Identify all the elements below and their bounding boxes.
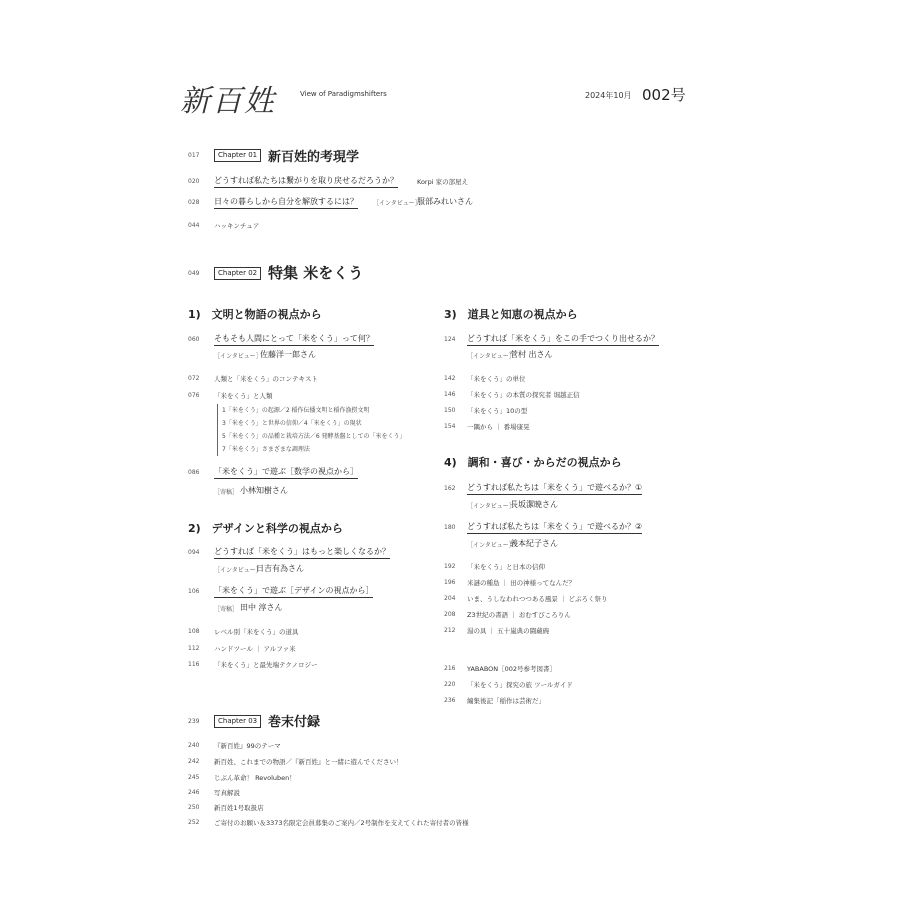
toc-entry[interactable]: 「米をくう」探究の旅 ツールガイド [467,681,573,689]
toc-entry-sub: Korpi 家の部屋え [417,178,469,186]
chapter-title: 新百姓的考現学 [268,150,360,165]
page-number: 245 [188,774,200,781]
issue-number: 002号 [642,86,686,104]
logo-subtitle: View of Paradigmshifters [300,90,387,98]
toc-entry-sub: 佐藤洋一郎さん [260,350,316,359]
page-number: 196 [444,579,456,586]
toc-tag: ［インタビュー］ [467,542,515,549]
subitem-bar [217,404,218,456]
page-number: 212 [444,627,456,634]
toc-entry[interactable]: ハッキンチュア [214,222,260,230]
toc-tag: ［寄稿］ [214,606,239,613]
page-number: 108 [188,628,200,635]
toc-entry[interactable]: 「米をくう」10の型 [467,407,528,415]
toc-entry[interactable]: Z3世紀の書語 ｜ おむすびころりん [467,611,571,619]
toc-entry[interactable]: 写真解説 [214,789,240,797]
toc-entry[interactable]: 編集後記「稲作は芸術だ」 [467,697,545,705]
page-number: 246 [188,789,200,796]
toc-entry[interactable]: じぶん革命！ Revoluben！ [214,774,296,782]
page-number: 162 [444,485,456,492]
toc-entry[interactable]: 「米をくう」の本質の探究者 堀越正信 [467,391,580,399]
page-number: 076 [188,392,200,399]
page-number: 060 [188,336,200,343]
toc-entry[interactable]: ハンドツール ｜ アルファ米 [214,645,296,653]
page-number: 242 [188,758,200,765]
toc-entry[interactable]: レベル別「米をくう」の道具 [214,628,299,636]
page-number: 220 [444,681,456,688]
section-title: 2) デザインと科学の視点から [188,522,343,535]
toc-entry[interactable]: 「米をくう」と最先端テクノロジー [214,661,318,669]
toc-entry-sub: 長坂潔暁さん [510,500,558,509]
toc-tag: ［インタビュー］ [373,200,421,207]
page-number: 094 [188,549,200,556]
section-title: 4) 調和・喜び・からだの視点から [444,456,622,469]
toc-entry[interactable]: どうすれば私たちは「米をくう」で遊べるか？① [467,482,642,495]
page-number: 086 [188,469,200,476]
toc-entry[interactable]: 『新百姓』99のテーマ [214,742,281,750]
toc-entry[interactable]: どうすれば「米をくう」はもっと楽しくなるか？ [214,546,390,559]
section-title: 3) 道具と知恵の視点から [444,308,578,321]
toc-entry-sub: 小林知樹さん [240,486,288,495]
page-number: 112 [188,645,200,652]
page-number: 044 [188,222,200,229]
toc-entry[interactable]: いま、うしなわれつつある風景 ｜ どぶろく祭り [467,595,608,603]
page-number: 146 [444,391,456,398]
page-number: 236 [444,697,456,704]
toc-entry[interactable]: 一隅から ｜ 番場康晃 [467,423,530,431]
toc-tag: ［インタビュー］ [467,353,515,360]
section-title: 1) 文明と物語の視点から [188,308,322,321]
toc-entry[interactable]: 「米をくう」と日本の信仰 [467,563,545,571]
toc-entry[interactable]: 日々の暮らしから自分を解放するには？ [214,196,358,209]
toc-subitem: 5「米をくう」の品種と栽培方法／6 発酵基盤としての「米をくう」 [222,433,406,440]
page-number: 154 [444,423,456,430]
toc-entry[interactable]: 湯の具 ｜ 五十嵐典の闘蔵碗 [467,627,550,635]
toc-entry[interactable]: どうすれば私たちは「米をくう」で遊べるか？② [467,521,642,534]
chapter-label: Chapter 03 [214,715,261,728]
page-number: 180 [444,524,456,531]
toc-entry[interactable]: YABABON［002号参考図書］ [467,665,557,673]
toc-entry[interactable]: 新百姓1号取扱店 [214,804,264,812]
page-number: 252 [188,819,200,826]
page-number: 116 [188,661,200,668]
toc-subitem: 3「米をくう」と世界の信仰／4「米をくう」の現状 [222,420,362,427]
page-number: 142 [444,375,456,382]
page-number: 208 [444,611,456,618]
page-number: 028 [188,199,200,206]
chapter-title: 特集 米をくう [268,264,364,282]
chapter-label: Chapter 02 [214,267,261,280]
toc-tag: ［寄稿］ [214,489,239,496]
toc-entry[interactable]: どうすれば私たちは繋がりを取り戻せるだろうか？ [214,175,398,188]
page-number: 049 [188,270,200,277]
magazine-logo: 新百姓 [180,84,276,119]
toc-entry[interactable]: 「米をくう」で遊ぶ［デザインの視点から］ [214,585,373,598]
page-number: 239 [188,718,200,725]
toc-tag: ［インタビュー］ [214,353,262,360]
toc-entry-sub: 田中 淳さん [240,603,283,612]
toc-tag: ［インタビュー］ [467,503,515,510]
toc-entry-sub: 日吉有為さん [256,564,304,573]
page-number: 072 [188,375,200,382]
toc-tag: ［インタビュー］ [214,567,262,574]
toc-entry-sub: 服部みれいさん [417,197,473,206]
toc-entry[interactable]: 「米をくう」で遊ぶ［数学の視点から］ [214,466,358,479]
issue-date: 2024年10月 [585,91,632,100]
page-number: 017 [188,152,200,159]
toc-entry[interactable]: どうすれば「米をくう」をこの手でつくり出せるか？ [467,333,659,346]
chapter-title: 巻末付録 [268,715,321,730]
page-number: 020 [188,178,200,185]
page-number: 250 [188,804,200,811]
page-number: 204 [444,595,456,602]
chapter-label: Chapter 01 [214,149,261,162]
page-number: 124 [444,336,456,343]
toc-subitem: 7「米をくう」さまざまな調理法 [222,446,310,453]
page-number: 192 [444,563,456,570]
toc-entry[interactable]: 人類と「米をくう」のコンテキスト [214,375,318,383]
toc-entry-sub: 義本紀子さん [510,539,558,548]
toc-subitem: 1「米をくう」の起源／2 稲作伝播文明と稲作漁撈文明 [222,407,370,414]
toc-entry[interactable]: ご寄付のお願い＆3373名限定会員募集のご案内／2号制作を支えてくれた寄付者の皆様 [214,819,469,827]
page-number: 216 [444,665,456,672]
page-number: 106 [188,588,200,595]
toc-entry[interactable]: 新百姓、これまでの物語／『新百姓』と一緒に遊んでください！ [214,758,403,766]
page-number: 240 [188,742,200,749]
toc-entry[interactable]: 「米をくう」と人類 [214,392,273,400]
toc-entry[interactable]: 米謎の種島 ｜ 田の神様ってなんだ？ [467,579,576,587]
toc-entry-sub: 菅村 出さん [510,350,553,359]
toc-entry[interactable]: そもそも人間にとって「米をくう」って何？ [214,333,374,346]
toc-entry[interactable]: 「米をくう」の単位 [467,375,526,383]
page-number: 150 [444,407,456,414]
